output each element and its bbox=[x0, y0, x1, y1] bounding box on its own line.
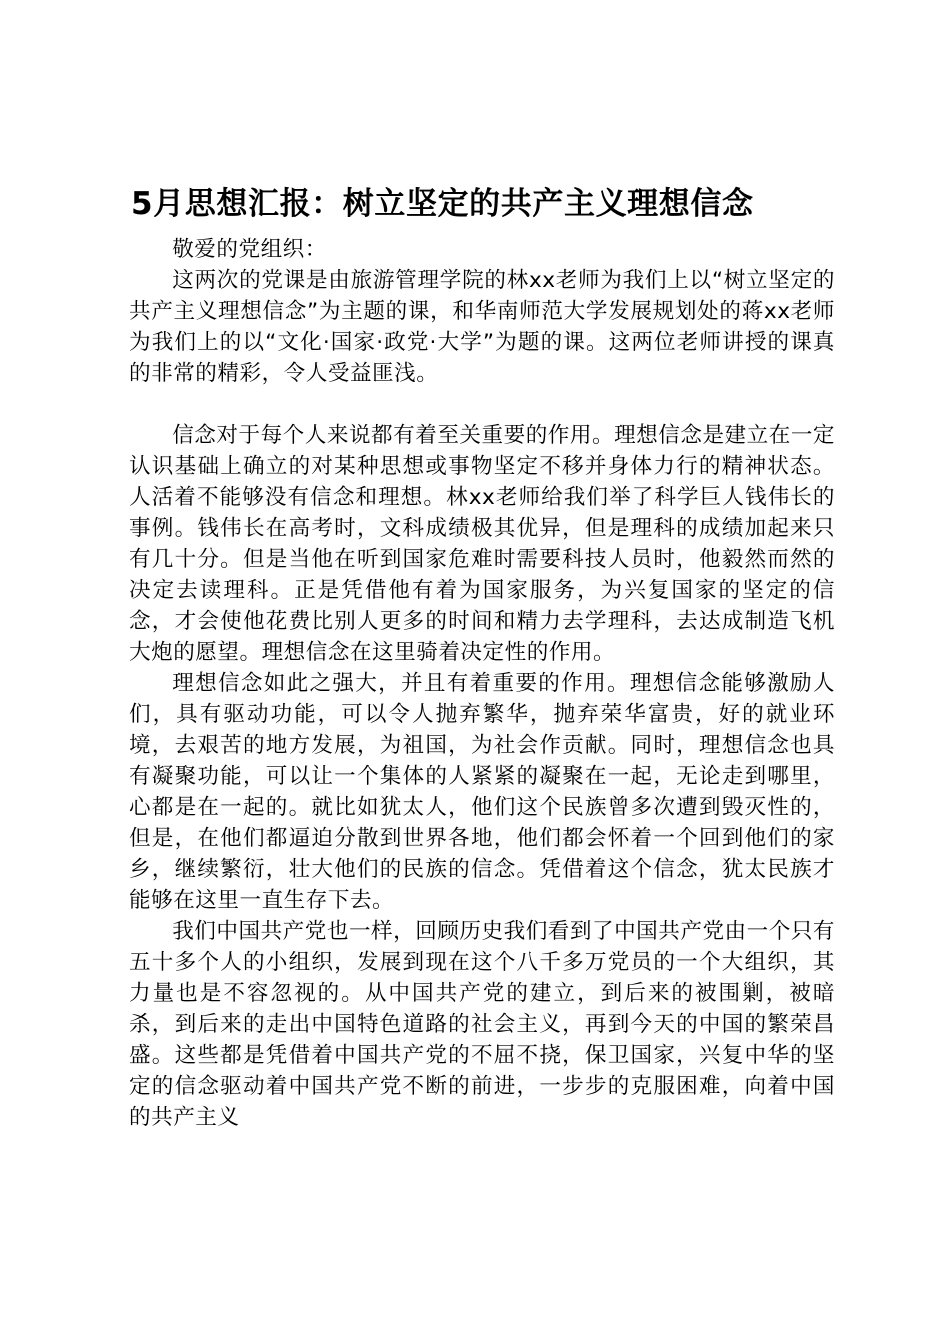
paragraph-spacer bbox=[129, 389, 835, 420]
paragraph-2: 信念对于每个人来说都有着至关重要的作用。理想信念是建立在一定认识基础上确立的对某种思想或事物坚定不移并身体力行的精神状态。人活着不能够没有信念和理想。林xx老师给我们举了科学巨人钱伟长的事例。钱伟长在高考时，文科成绩极其优异，但是理科的成绩加起来只有几十分。但是当他在听到国家危难时需要科技人员时，他毅然而然的决定去读理科。正是凭借他有着为国家服务，为兴复国家的坚定的信念，才会使他花费比别人更多的时间和精力去学理科，去达成制造飞机大炮的愿望。理想信念在这里骑着决定性的作用。 bbox=[129, 423, 836, 665]
salutation: 敬爱的党组织： bbox=[172, 237, 327, 262]
document-body bbox=[129, 234, 835, 1133]
paragraph-4: 我们中国共产党也一样，回顾历史我们看到了中国共产党由一个只有五十多个人的小组织，发展到现在这个八千多万党员的一个大组织，其力量也是不容忽视的。从中国共产党的建立，到后来的被围剿，被暗杀，到后来的走出中国特色道路的社会主义，再到今天的中国的繁荣昌盛。这些都是凭借着中国共产党的不屈不挠，保卫国家，兴复中华的坚定的信念驱动着中国共产党不断的前进，一步步的克服困难，向着中国的共产主义 bbox=[129, 919, 836, 1130]
paragraph-3: 理想信念如此之强大，并且有着重要的作用。理想信念能够激励人们，具有驱动功能，可以令人抛弃繁华，抛弃荣华富贵，好的就业环境，去艰苦的地方发展，为祖国，为社会作贡献。同时，理想信念也具有凝聚功能，可以让一个集体的人紧紧的凝聚在一起，无论走到哪里，心都是在一起的。就比如犹太人，他们这个民族曾多次遭到毁灭性的，但是，在他们都逼迫分散到世界各地，他们都会怀着一个回到他们的家乡，继续繁衍，壮大他们的民族的信念。凭借着这个信念，犹太民族才能够在这里一直生存下去。 bbox=[129, 671, 835, 913]
paragraph-1: 这两次的党课是由旅游管理学院的林xx老师为我们上以“树立坚定的共产主义理想信念”为主题的课，和华南师范大学发展规划处的蒋xx老师为我们上的以“文化·国家·政党·大学”为题的课。这两位老师讲授的课真的非常的精彩，令人受益匪浅。 bbox=[129, 268, 835, 386]
document-title: 5月思想汇报：树立坚定的共产主义理想信念 bbox=[131, 186, 754, 222]
